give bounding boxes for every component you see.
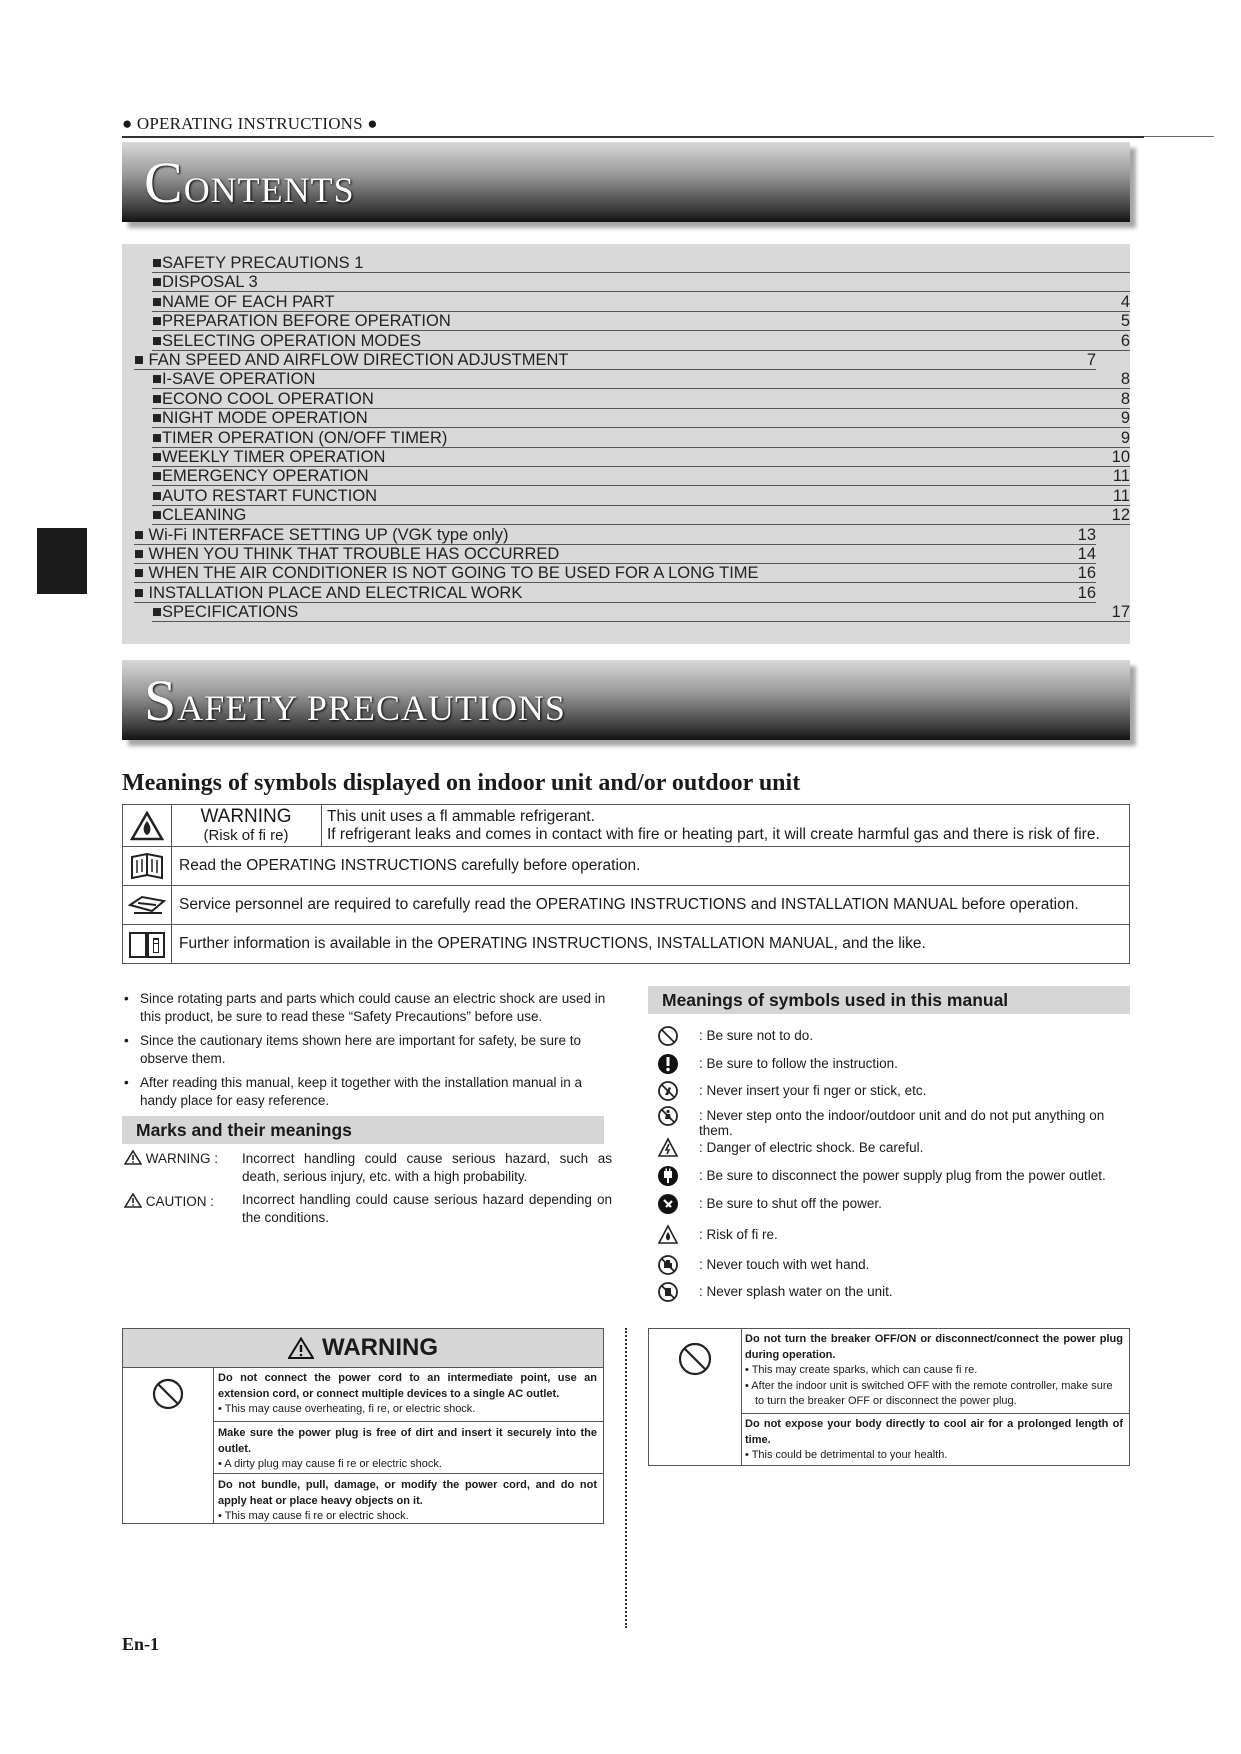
toc-entry-label: ■AUTO RESTART FUNCTION (152, 486, 378, 505)
warning-box-header: WARNING (123, 1329, 603, 1368)
toc-entry[interactable] (134, 584, 1096, 603)
caution-mark-description: Incorrect handling could cause serious hazard depending on the conditions. (242, 1192, 612, 1225)
toc-entry-page: 11 (1112, 467, 1130, 486)
warning-item: Do not turn the breaker OFF/ON or disconnect/connect the power plug during operation. • This may create sparks, which can cause fi re. • After the indoor unit is switched OFF with the remote controller, make sure to turn the breaker OFF or disconnect the power plug. (745, 1333, 1123, 1407)
unplug-icon (657, 1165, 679, 1187)
mandatory-icon (657, 1053, 679, 1075)
prohibition-icon (657, 1025, 679, 1047)
warning-item: Do not expose your body directly to cool air for a prolonged length of time. • This could be detrimental to your health. (741, 1413, 1129, 1465)
toc-entry-label: ■I-SAVE OPERATION (152, 370, 316, 389)
manual-book-icon (123, 847, 172, 885)
toc-entry-label: ■ Wi-Fi INTERFACE SETTING UP (VGK type only) (134, 525, 509, 544)
manual-symbol-text: : Be sure to shut off the power. (699, 1196, 882, 1211)
toc-entry-label: ■SELECTING OPERATION MODES (152, 331, 422, 350)
toc-entry-page: 14 (1077, 545, 1096, 563)
language-tab-marker (37, 528, 87, 594)
manual-symbol-text: : Risk of fi re. (699, 1227, 778, 1242)
warning-box (122, 1328, 604, 1524)
information-book-icon (123, 925, 172, 963)
toc-entry[interactable] (152, 603, 1130, 622)
safety-intro-bullets (122, 990, 612, 1116)
prohibition-icon (677, 1341, 713, 1377)
warning-item: Make sure the power plug is free of dirt and insert it securely into the outlet. • A dirty plug may cause fi re or electric shock. (213, 1421, 603, 1473)
toc-entry[interactable] (152, 487, 1130, 506)
toc-entry-label: ■PREPARATION BEFORE OPERATION (152, 312, 451, 331)
warning-description: This unit uses a fl ammable refrigerant. If refrigerant leaks and comes in contact with fire or heating part, it will create harmful gas and there is risk of fire. (327, 808, 1100, 843)
column-divider (625, 1328, 627, 1628)
manual-symbol-text: : Be sure to follow the instruction. (699, 1056, 898, 1071)
toc-entry-label: ■ INSTALLATION PLACE AND ELECTRICAL WORK (134, 583, 523, 602)
manual-symbol-text: : Be sure to disconnect the power supply plug from the power outlet. (699, 1168, 1106, 1183)
warning-triangle-icon (124, 1150, 142, 1165)
manual-symbol-text: : Never touch with wet hand. (699, 1257, 870, 1272)
unit-symbols-table (122, 804, 1130, 964)
warning-icon-column (123, 1367, 214, 1523)
toc-entry-page: 17 (1111, 603, 1130, 622)
toc-entry-label: ■ WHEN THE AIR CONDITIONER IS NOT GOING TO BE USED FOR A LONG TIME (134, 564, 759, 583)
read-instructions-text: Read the OPERATING INSTRUCTIONS carefully before operation. (179, 857, 641, 874)
table-of-contents (122, 244, 1130, 644)
warning-mark-description: Incorrect handling could cause serious hazard, such as death, serious injury, etc. with a high probability. (242, 1151, 612, 1184)
warning-box-right (648, 1328, 1130, 1466)
caution-triangle-icon (124, 1193, 142, 1208)
warning-triangle-icon (288, 1337, 314, 1359)
further-info-text: Further information is available in the OPERATING INSTRUCTIONS, INSTALLATION MANUAL, and the like. (179, 935, 926, 952)
toc-entry-label: ■TIMER OPERATION (ON/OFF TIMER) (152, 428, 448, 447)
warning-label: WARNING (200, 806, 292, 827)
warning-label-cell (171, 805, 322, 846)
toc-entry-page: 9 (1120, 409, 1130, 428)
marks-heading: Marks and their meanings (122, 1116, 604, 1144)
safety-banner (122, 660, 1130, 740)
toc-entry-page: 12 (1111, 506, 1130, 525)
toc-entry[interactable] (152, 332, 1130, 351)
read-instructions-row (123, 847, 1129, 886)
contents-title: CONTENTS (144, 150, 355, 215)
header-rule (122, 136, 1144, 138)
manual-symbol-text: : Never splash water on the unit. (699, 1284, 893, 1299)
toc-entry[interactable] (134, 564, 1096, 583)
toc-entry[interactable] (152, 273, 1130, 292)
power-off-icon (657, 1193, 679, 1215)
toc-entry-label: ■ WHEN YOU THINK THAT TROUBLE HAS OCCURRED (134, 545, 560, 563)
toc-entry[interactable] (152, 506, 1130, 525)
no-step-icon (657, 1105, 679, 1127)
toc-entry[interactable] (152, 429, 1130, 448)
toc-entry[interactable] (152, 448, 1130, 467)
electric-shock-icon (657, 1137, 679, 1159)
toc-entry-label: ■ECONO COOL OPERATION (152, 389, 374, 408)
toc-entry-label: ■NAME OF EACH PART (152, 292, 335, 311)
service-personnel-text: Service personnel are required to carefully read the OPERATING INSTRUCTIONS and INSTALLATION MANUAL before operation. (179, 896, 1079, 913)
toc-entry[interactable] (134, 545, 1096, 564)
toc-entry-label: ■SAFETY PRECAUTIONS 1 (152, 254, 364, 272)
toc-entry-page: 13 (1077, 525, 1096, 544)
intro-bullet: • After reading this manual, keep it together with the installation manual in a handy place for easy reference. (122, 1074, 612, 1110)
toc-entry-page: 4 (1120, 292, 1130, 311)
caution-mark-label: CAUTION : (124, 1193, 214, 1211)
manual-symbol-text: : Be sure not to do. (699, 1028, 814, 1043)
toc-entry-label: ■EMERGENCY OPERATION (152, 467, 369, 486)
toc-entry-page: 10 (1111, 448, 1130, 466)
toc-entry[interactable] (152, 409, 1130, 428)
toc-entry[interactable] (152, 370, 1130, 389)
toc-entry-label: ■SPECIFICATIONS (152, 603, 299, 622)
header-rule-extension (1144, 136, 1214, 137)
toc-entry[interactable] (152, 390, 1130, 409)
toc-entry-page: 9 (1120, 428, 1130, 447)
toc-entry-page: 7 (1086, 351, 1096, 369)
toc-entry-page: 6 (1120, 331, 1130, 350)
toc-entry-page: 16 (1077, 583, 1096, 602)
toc-entry[interactable] (152, 293, 1130, 312)
intro-bullet: • Since the cautionary items shown here are important for safety, be sure to observe them. (122, 1032, 612, 1068)
service-manual-icon (123, 886, 172, 924)
no-wet-hand-icon (657, 1254, 679, 1276)
warning-icon-column (649, 1329, 742, 1465)
warning-sublabel: (Risk of fi re) (203, 827, 289, 844)
toc-entry-label: ■CLEANING (152, 506, 247, 525)
toc-entry-label: ■DISPOSAL 3 (152, 273, 258, 292)
running-header: ● OPERATING INSTRUCTIONS ● (122, 114, 378, 133)
service-personnel-row (123, 886, 1129, 925)
no-water-icon (657, 1281, 679, 1303)
warning-mark-label: WARNING : (124, 1150, 218, 1168)
warning-item: Do not bundle, pull, damage, or modify the power cord, and do not apply heat or place heavy objects on it. • This may cause fi re or electric shock. (213, 1473, 603, 1523)
toc-entry[interactable] (152, 254, 1130, 273)
toc-entry[interactable] (134, 351, 1096, 370)
fire-risk-icon (657, 1224, 679, 1246)
flammable-warning-icon (123, 805, 172, 846)
toc-entry[interactable] (152, 312, 1130, 331)
toc-entry-page: 8 (1120, 370, 1130, 389)
toc-entry-label: ■NIGHT MODE OPERATION (152, 409, 368, 428)
toc-entry-page: 11 (1112, 486, 1130, 505)
further-info-row (123, 925, 1129, 963)
symbols-heading: Meanings of symbols displayed on indoor unit and/or outdoor unit (122, 770, 801, 796)
no-finger-icon (657, 1080, 679, 1102)
contents-banner (122, 142, 1130, 222)
toc-entry[interactable] (134, 526, 1096, 545)
toc-entry-page: 16 (1077, 564, 1096, 583)
toc-entry-page: 5 (1120, 312, 1130, 331)
manual-symbol-text: : Danger of electric shock. Be careful. (699, 1140, 924, 1155)
toc-entry-label: ■ FAN SPEED AND AIRFLOW DIRECTION ADJUSTMENT (134, 351, 569, 369)
toc-entry-label: ■WEEKLY TIMER OPERATION (152, 448, 386, 466)
intro-bullet: • Since rotating parts and parts which could cause an electric shock are used in this product, be sure to read these “Safety Precautions” before use. (122, 990, 612, 1026)
manual-symbol-text: : Never step onto the indoor/outdoor unit and do not put anything on them. (699, 1108, 1105, 1138)
warning-item: Do not connect the power cord to an intermediate point, use an extension cord, or connect multiple devices to a single AC outlet. • This may cause overheating, fi re, or electric shock. (218, 1372, 597, 1415)
warning-symbol-row (123, 805, 1129, 847)
toc-entry-page: 8 (1120, 389, 1130, 408)
safety-title: SAFETY PRECAUTIONS (144, 668, 566, 733)
manual-symbols-heading: Meanings of symbols used in this manual (648, 986, 1130, 1014)
prohibition-icon (151, 1377, 185, 1411)
page-number: En-1 (122, 1634, 160, 1654)
manual-symbol-text: : Never insert your fi nger or stick, etc. (699, 1083, 927, 1098)
toc-entry[interactable] (152, 467, 1130, 486)
